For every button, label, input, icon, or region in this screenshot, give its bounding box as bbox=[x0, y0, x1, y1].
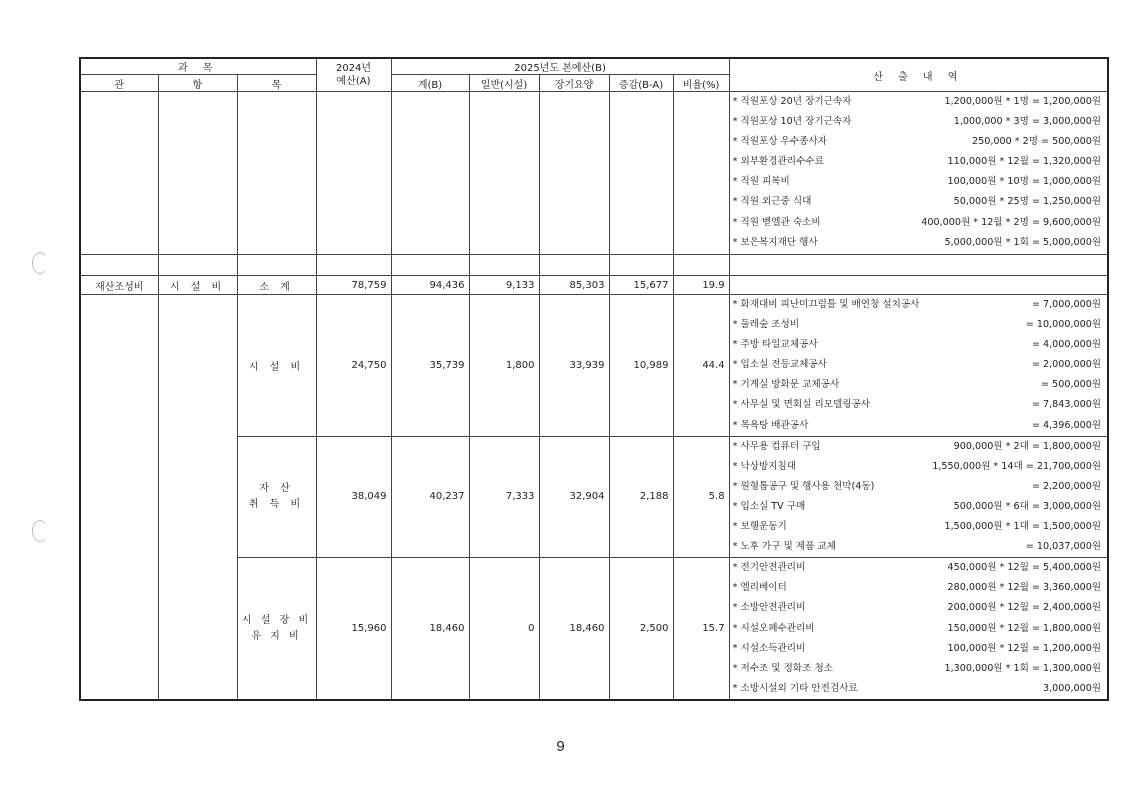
detail-calc: = 4,396,000원 bbox=[1031, 419, 1102, 431]
total-cell: 40,237 bbox=[391, 436, 469, 558]
gwan-cell: 재산조성비 bbox=[80, 276, 158, 295]
longterm-cell: 85,303 bbox=[539, 276, 609, 295]
detail-line bbox=[730, 375, 1108, 395]
mok-cell: 시 설 비 bbox=[237, 295, 316, 437]
detail-calc: 1,000,000 * 3명 = 3,000,000원 bbox=[953, 116, 1102, 128]
longterm-cell: 33,939 bbox=[539, 295, 609, 437]
detail-line bbox=[730, 457, 1108, 477]
header-gwamok: 과 목 bbox=[80, 58, 316, 75]
detail-line bbox=[730, 315, 1108, 335]
carryover-row bbox=[80, 92, 1108, 255]
header-detail: 산 출 내 역 bbox=[729, 58, 1108, 92]
subtotal-row bbox=[80, 276, 1108, 295]
detail-line bbox=[730, 172, 1108, 192]
detail-calc: = 7,843,000원 bbox=[1031, 399, 1102, 411]
detail-line bbox=[730, 578, 1108, 598]
ratio-cell: 19.9 bbox=[673, 276, 729, 295]
detail-calc: 1,500,000원 * 1대 = 1,500,000원 bbox=[944, 521, 1102, 533]
budget-table bbox=[79, 57, 1109, 701]
detail-item: * 직원포상 10년 장기근속자 bbox=[733, 112, 852, 132]
page-number: 9 bbox=[556, 738, 565, 755]
binder-hole-mark bbox=[32, 520, 48, 542]
detail-calc: = 2,200,000원 bbox=[1031, 480, 1102, 492]
detail-line bbox=[730, 477, 1108, 497]
detail-item: * 원형톱공구 및 행사용 천막(4동) bbox=[733, 477, 875, 497]
detail-item: * 시설소득관리비 bbox=[733, 639, 806, 659]
general-cell: 9,133 bbox=[469, 276, 539, 295]
detail-item: * 화재대비 피난미끄럼틀 및 배연창 설치공사 bbox=[733, 295, 920, 315]
detail-line bbox=[730, 619, 1108, 639]
detail-calc: = 7,000,000원 bbox=[1031, 299, 1102, 310]
detail-item: * 노후 가구 및 제품 교체 bbox=[733, 537, 836, 557]
detail-item: * 직원포상 우수종사자 bbox=[733, 132, 827, 152]
detail-list bbox=[729, 92, 1108, 255]
ratio-cell: 5.8 bbox=[673, 436, 729, 558]
detail-item: * 전기안전관리비 bbox=[733, 558, 806, 578]
diff-cell: 2,188 bbox=[609, 436, 673, 558]
mok-cell: 시 설 장 비 유 지 비 bbox=[237, 558, 316, 700]
mok-cell: 자 산 취 득 비 bbox=[237, 436, 316, 558]
detail-line bbox=[730, 132, 1108, 152]
detail-line bbox=[730, 355, 1108, 375]
header-budget-2025: 2025년도 본예산(B) bbox=[391, 58, 729, 75]
detail-calc: 1,200,000원 * 1명 = 1,200,000원 bbox=[944, 96, 1102, 107]
detail-list bbox=[729, 436, 1108, 558]
ratio-cell: 44.4 bbox=[673, 295, 729, 437]
ratio-cell: 15.7 bbox=[673, 558, 729, 700]
longterm-cell: 32,904 bbox=[539, 436, 609, 558]
detail-item: * 낙상방지침대 bbox=[733, 457, 796, 477]
header-total: 계(B) bbox=[391, 75, 469, 92]
detail-line bbox=[730, 213, 1108, 233]
detail-calc: 3,000,000원 bbox=[1042, 682, 1102, 694]
header-longterm: 장기요양 bbox=[539, 75, 609, 92]
detail-item: * 입소실 전등교체공사 bbox=[733, 355, 827, 375]
detail-calc: = 4,000,000원 bbox=[1031, 339, 1102, 351]
detail-calc: 100,000원 * 12월 = 1,200,000원 bbox=[947, 642, 1102, 654]
detail-item: * 직원 벧엘관 숙소비 bbox=[733, 213, 821, 233]
detail-item: * 둘레숲 조성비 bbox=[733, 315, 800, 335]
detail-line bbox=[730, 497, 1108, 517]
detail-line bbox=[730, 679, 1108, 699]
detail-item: * 직원포상 20년 장기근속자 bbox=[733, 92, 852, 112]
binder-hole-mark bbox=[32, 252, 48, 274]
detail-calc: 1,300,000원 * 1회 = 1,300,000원 bbox=[944, 662, 1102, 674]
detail-calc: 100,000원 * 10명 = 1,000,000원 bbox=[947, 176, 1102, 188]
diff-cell: 10,989 bbox=[609, 295, 673, 437]
budget-2024-cell: 78,759 bbox=[316, 276, 391, 295]
detail-item: * 저수조 및 정화조 청소 bbox=[733, 659, 833, 679]
row-facility bbox=[80, 295, 1108, 437]
detail-item: * 기계실 방화문 교체공사 bbox=[733, 375, 840, 395]
detail-line bbox=[730, 416, 1108, 436]
detail-item: * 보은복지재단 행사 bbox=[733, 233, 818, 253]
detail-line bbox=[730, 92, 1108, 112]
total-cell: 94,436 bbox=[391, 276, 469, 295]
header-hang: 항 bbox=[158, 75, 237, 92]
budget-2024-cell: 38,049 bbox=[316, 436, 391, 558]
budget-2024-cell: 24,750 bbox=[316, 295, 391, 437]
budget-2024-cell: 15,960 bbox=[316, 558, 391, 700]
detail-item: * 소방시설외 기타 안전검사료 bbox=[733, 679, 858, 699]
detail-list bbox=[729, 295, 1108, 437]
detail-item: * 사무실 및 면회실 리모델링공사 bbox=[733, 395, 871, 415]
detail-line bbox=[730, 295, 1108, 315]
detail-line bbox=[730, 437, 1108, 457]
detail-item: * 소방안전관리비 bbox=[733, 598, 806, 618]
detail-line bbox=[730, 659, 1108, 679]
header-mok: 목 bbox=[237, 75, 316, 92]
detail-line bbox=[730, 537, 1108, 557]
detail-item: * 목욕탕 배관공사 bbox=[733, 416, 809, 436]
detail-calc: 1,550,000원 * 14대 = 21,700,000원 bbox=[932, 460, 1102, 472]
general-cell: 1,800 bbox=[469, 295, 539, 437]
detail-item: * 엘리베이터 bbox=[733, 578, 787, 598]
detail-calc: 400,000원 * 12월 * 2명 = 9,600,000원 bbox=[921, 216, 1102, 228]
mok-cell: 소 계 bbox=[237, 276, 316, 295]
header-diff: 증감(B-A) bbox=[609, 75, 673, 92]
detail-line bbox=[730, 112, 1108, 132]
detail-calc: = 2,000,000원 bbox=[1031, 359, 1102, 371]
detail-item: * 입소실 TV 구매 bbox=[733, 497, 806, 517]
hang-cell: 시 설 비 bbox=[158, 276, 237, 295]
total-cell: 35,739 bbox=[391, 295, 469, 437]
detail-item: * 주방 타일교체공사 bbox=[733, 335, 818, 355]
diff-cell: 15,677 bbox=[609, 276, 673, 295]
detail-item: * 외부환경관리수수료 bbox=[733, 152, 824, 172]
detail-line bbox=[730, 517, 1108, 537]
detail-item: * 직원 외근중 식대 bbox=[733, 192, 812, 212]
detail-calc: 50,000원 * 25명 = 1,250,000원 bbox=[953, 196, 1102, 208]
detail-line bbox=[730, 639, 1108, 659]
detail-line bbox=[730, 395, 1108, 415]
detail-line bbox=[730, 598, 1108, 618]
detail-calc: 110,000원 * 12월 = 1,320,000원 bbox=[947, 156, 1102, 168]
detail-calc: = 500,000원 bbox=[1041, 379, 1102, 391]
detail-line bbox=[730, 152, 1108, 172]
detail-calc: 5,000,000원 * 1회 = 5,000,000원 bbox=[944, 236, 1102, 248]
header-ratio: 비율(%) bbox=[673, 75, 729, 92]
detail-item: * 직원 피복비 bbox=[733, 172, 790, 192]
detail-item: * 시설오폐수관리비 bbox=[733, 619, 815, 639]
detail-calc: 200,000원 * 12월 = 2,400,000원 bbox=[947, 602, 1102, 614]
detail-item: * 보행운동기 bbox=[733, 517, 787, 537]
detail-calc: = 10,000,000원 bbox=[1025, 319, 1102, 331]
header-gwan: 관 bbox=[80, 75, 158, 92]
detail-calc: 500,000원 * 6대 = 3,000,000원 bbox=[953, 500, 1102, 512]
detail-calc: 450,000원 * 12월 = 5,400,000원 bbox=[947, 562, 1102, 574]
detail-calc: = 10,037,000원 bbox=[1025, 541, 1102, 553]
longterm-cell: 18,460 bbox=[539, 558, 609, 700]
header-general: 일반(시설) bbox=[469, 75, 539, 92]
detail-line bbox=[730, 558, 1108, 578]
detail-line bbox=[730, 335, 1108, 355]
detail-calc: 250,000 * 2명 = 500,000원 bbox=[972, 136, 1102, 148]
detail-line bbox=[730, 192, 1108, 212]
detail-calc: 280,000원 * 12월 = 3,360,000원 bbox=[947, 582, 1102, 594]
detail-item: * 사무용 컴퓨터 구입 bbox=[733, 437, 821, 457]
total-cell: 18,460 bbox=[391, 558, 469, 700]
detail-calc: 900,000원 * 2대 = 1,800,000원 bbox=[953, 440, 1102, 452]
general-cell: 7,333 bbox=[469, 436, 539, 558]
general-cell: 0 bbox=[469, 558, 539, 700]
detail-line bbox=[730, 233, 1108, 253]
diff-cell: 2,500 bbox=[609, 558, 673, 700]
detail-list bbox=[729, 558, 1108, 700]
detail-calc: 150,000원 * 12월 = 1,800,000원 bbox=[947, 622, 1102, 634]
header-budget-2024: 2024년 예산(A) bbox=[316, 58, 391, 92]
